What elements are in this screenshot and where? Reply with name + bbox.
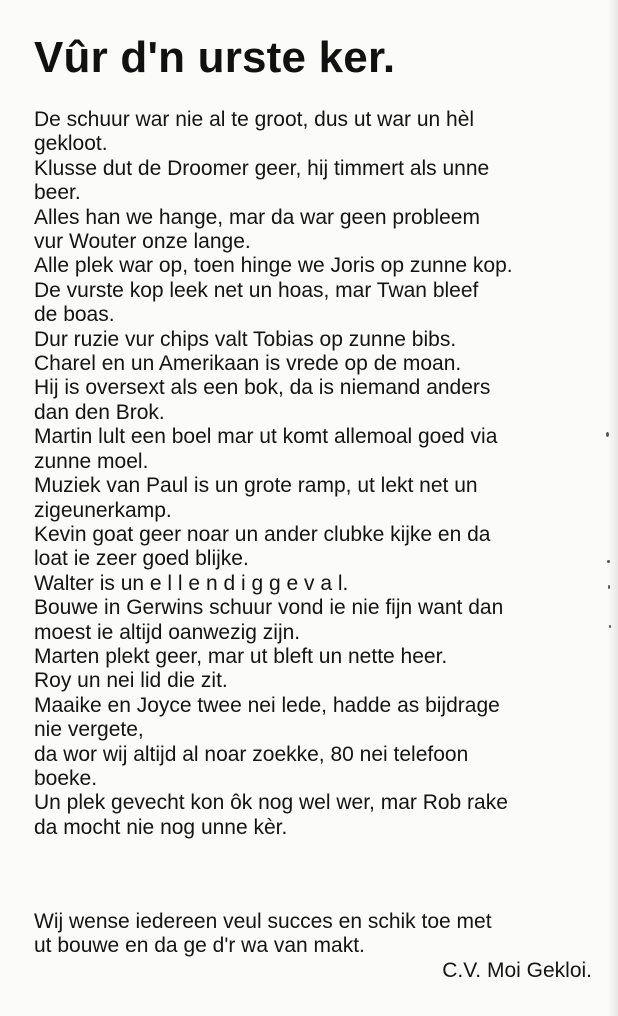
poem-line: Muziek van Paul is un grote ramp, ut lekt net un: [34, 474, 478, 498]
poem-line: nie vergete,: [34, 718, 144, 742]
poem-line: zunne moel.: [34, 449, 149, 473]
poem-line: Klusse dut de Droomer geer, hij timmert als unne: [34, 156, 490, 180]
poem-line: da wor wij altijd al noar zoekke, 80 nei telefoon: [34, 742, 469, 766]
poem-line: De vurste kop leek net un hoas, mar Twan bleef: [34, 278, 479, 302]
poem-line: moest ie altijd oanwezig zijn.: [34, 620, 301, 644]
poem-line: dan den Brok.: [34, 400, 165, 424]
page-edge-shadow: [608, 0, 618, 1016]
poem-line: boeke.: [34, 766, 98, 790]
poem-line: vur Wouter onze lange.: [34, 230, 251, 254]
closing-line: Wij wense iedereen veul succes en schik toe met: [34, 910, 492, 933]
poem-line: gekloot.: [34, 132, 108, 156]
poem-line: zigeunerkamp.: [34, 498, 172, 522]
poem-line: Kevin goat geer noar un ander clubke kijke en da: [34, 522, 491, 546]
poem-line: Roy un nei lid die zit.: [34, 669, 228, 693]
poem-line: Alle plek war op, toen hinge we Joris op zunne kop.: [34, 254, 513, 278]
poem-line: Alles han we hange, mar da war geen probleem: [34, 205, 480, 229]
poem-line: Maaike en Joyce twee nei lede, hadde as bijdrage: [34, 693, 500, 717]
print-speck: [607, 560, 610, 563]
poem-line: Un plek gevecht kon ôk nog wel wer, mar Rob rake: [34, 791, 508, 815]
poem-line: beer.: [34, 181, 81, 205]
poem-line: loat ie zeer goed blijke.: [34, 547, 249, 571]
poem-line: de boas.: [34, 303, 115, 327]
closing-paragraph: [34, 910, 604, 959]
poem-body: [34, 108, 604, 840]
poem-line: Martin lult een boel mar ut komt allemoal goed via: [34, 425, 498, 449]
poem-line: Marten plekt geer, mar ut bleft un nette heer.: [34, 644, 448, 668]
poem-line: Dur ruzie vur chips valt Tobias op zunne bibs.: [34, 327, 457, 351]
document-title: Vûr d'n urste ker.: [34, 33, 396, 82]
print-speck: [609, 625, 611, 628]
signature: C.V. Moi Gekloi.: [442, 959, 592, 982]
poem-line: De schuur war nie al te groot, dus ut war un hèl: [34, 108, 475, 131]
poem-line: Hij is oversext als een bok, da is niemand anders: [34, 376, 491, 400]
poem-line: Walter is un e l l e n d i g g e v a l.: [34, 571, 349, 595]
print-speck: [608, 585, 610, 589]
closing-line: ut bouwe en da ge d'r wa van makt.: [34, 934, 365, 958]
poem-line: da mocht nie nog unne kèr.: [34, 815, 288, 839]
print-speck: [606, 432, 609, 437]
poem-line: Bouwe in Gerwins schuur vond ie nie fijn want dan: [34, 596, 504, 620]
poem-line: Charel en un Amerikaan is vrede op de moan.: [34, 352, 462, 376]
